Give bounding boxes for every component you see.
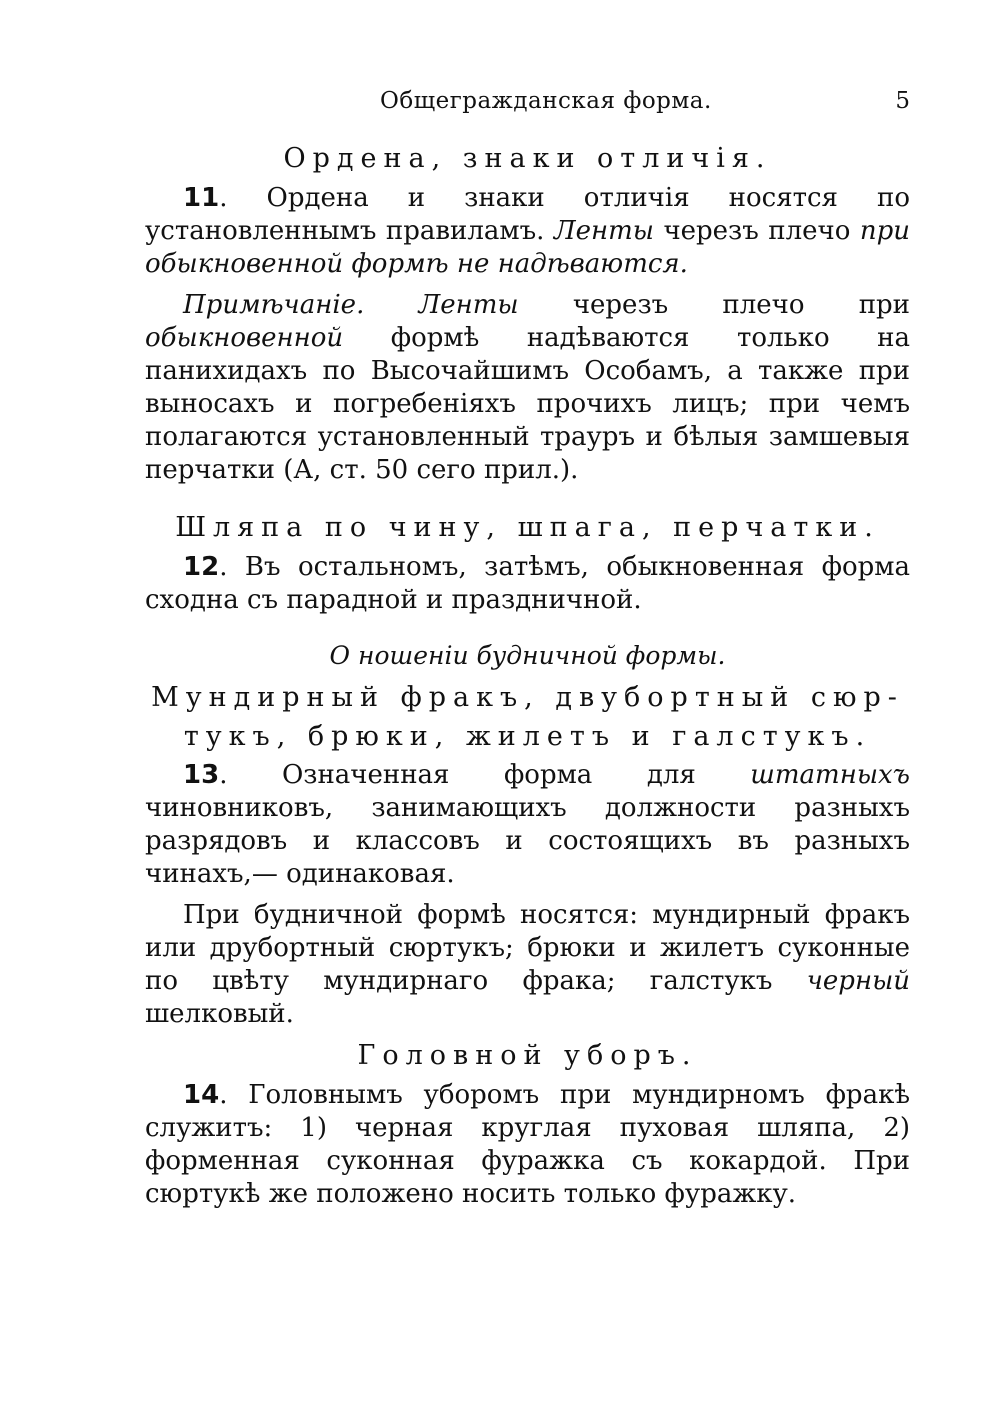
paragraph-14	[145, 1079, 910, 1211]
paragraph-number-13: 13	[183, 760, 220, 790]
section-heading-hat-sword-gloves: Шляпа по чину, шпага, перчатки.	[175, 512, 880, 543]
note-paragraph	[145, 289, 910, 487]
paragraph-11-text-1: . Ордена и знаки отличія носятся по установленнымъ правиламъ.	[145, 183, 910, 246]
paragraph-12-text: . Въ остальномъ, затѣмъ, обыкновенная форма сходна съ парадной и праздничной.	[145, 552, 910, 615]
paragraph-number-12: 12	[183, 552, 220, 582]
note-text-2: формѣ надѣваются только на панихидахъ по Высочайшимъ Особамъ, а также при выносахъ и погребеніяхъ прочихъ лицъ; при чемъ полагаются установленный трауръ и бѣлыя замшевыя перчатки (А, ст. 50 сего прил.).	[145, 323, 910, 485]
section-heading-uniform-line-2: тукъ, брюки, жилетъ и галстукъ.	[183, 721, 872, 752]
paragraph-11	[145, 182, 910, 281]
paragraph-11-italic-2: при обыкновенной формѣ не надѣваются.	[145, 216, 910, 279]
text-block	[145, 88, 910, 1211]
section-heading-headwear: Головной уборъ.	[357, 1040, 698, 1071]
paragraph-number-11: 11	[183, 183, 220, 213]
note-italic-2: обыкновенной	[145, 323, 344, 353]
paragraph-13-continued	[145, 899, 910, 1031]
paragraph-14-text: . Головнымъ уборомъ при мундирномъ фракѣ служитъ: 1) черная круглая пуховая шляпа, 2) форменная суконная фуражка съ кокардой. При сюртукѣ же положено носить только фуражку.	[145, 1080, 910, 1209]
paragraph-13-text-2: чиновниковъ, занимающихъ должности разныхъ разрядовъ и классовъ и состоящихъ въ разныхъ чинахъ,— одинаковая.	[145, 793, 910, 889]
running-head	[145, 88, 910, 128]
paragraph-11-text-2: черезъ плечо	[653, 216, 860, 246]
page-number: 5	[895, 88, 910, 114]
running-title: Общегражданская форма.	[380, 88, 712, 114]
paragraph-13-italic: штатныхъ	[750, 760, 910, 790]
section-heading-uniform-line-1: Мундирный фракъ, двубортный сюр-	[151, 682, 904, 713]
paragraph-11-italic-1: Ленты	[553, 216, 654, 246]
section-heading-everyday-form: О ношеніи будничной формы.	[329, 641, 726, 670]
note-italic-1: Примѣчаніе. Ленты	[183, 290, 519, 320]
section-heading-orders: Ордена, знаки отличія.	[283, 143, 772, 174]
paragraph-13b-text-2: шелковый.	[145, 999, 294, 1029]
paragraph-13b-italic: черный	[806, 966, 910, 996]
paragraph-12	[145, 551, 910, 617]
paragraph-13b-text-1: При будничной формѣ носятся: мундирный фракъ или друбортный сюртукъ; брюки и жилетъ суконные по цвѣту мундирнаго фрака; галстукъ	[145, 900, 910, 996]
paragraph-13	[145, 759, 910, 891]
note-text-1: черезъ плечо при	[518, 290, 911, 320]
paragraph-13-text-1: . Означенная форма для	[219, 760, 751, 790]
paragraph-number-14: 14	[183, 1080, 220, 1110]
